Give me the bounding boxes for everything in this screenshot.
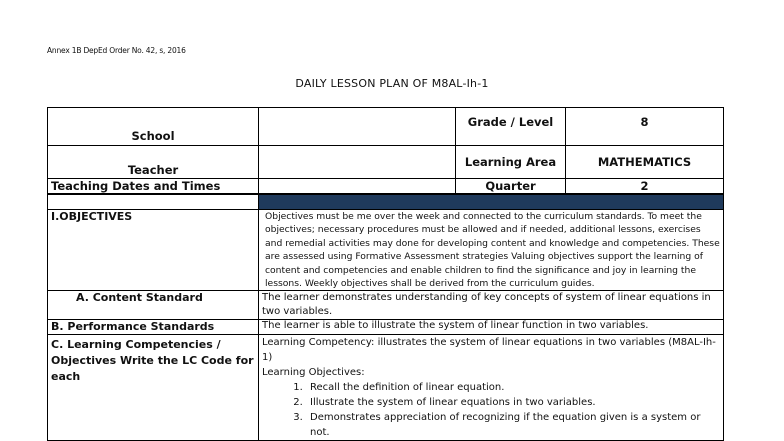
annex-reference: Annex 1B DepEd Order No. 42, s, 2016	[47, 46, 186, 55]
teaching-dates-label: Teaching Dates and Times	[48, 179, 259, 195]
header-row-dates	[48, 179, 724, 195]
content-standard-label: A. Content Standard	[48, 291, 259, 320]
grade-label: Grade / Level	[456, 108, 566, 146]
list-item: 2. Illustrate the system of linear equations in two variables.	[306, 395, 720, 410]
learning-competencies-content	[259, 335, 724, 441]
learning-competency-text: Learning Competency: illustrates the system of linear equations in two variables (M8AL-Ih-1)	[262, 337, 716, 364]
header-row-teacher	[48, 146, 724, 179]
teacher-value	[259, 146, 456, 179]
learning-competencies-row	[48, 335, 724, 441]
objectives-label: I.OBJECTIVES	[48, 210, 259, 291]
content-standard-text: The learner demonstrates understanding of key concepts of system of linear equations in two variables.	[259, 291, 724, 320]
performance-standards-row	[48, 320, 724, 335]
objectives-row	[48, 210, 724, 291]
list-item: 1. Recall the definition of linear equation.	[306, 380, 720, 395]
objectives-text: Objectives must be me over the week and connected to the curriculum standards. To meet the objectives; necessary procedures must be allowed and if needed, additional lessons, exercises and remedial activities may done for developing content and knowledge and competencies. These are assessed using Formative Assessment strategies Valuing objectives support the learning of content and competencies and enable children to find the significance and joy in learning the lessons. Weekly objectives shall be derived from the curriculum guides.	[259, 210, 724, 291]
school-label: School	[48, 108, 259, 146]
header-row-school	[48, 108, 724, 146]
page-title: DAILY LESSON PLAN OF M8AL-Ih-1	[295, 77, 489, 90]
school-value	[259, 108, 456, 146]
lesson-plan-table	[47, 107, 724, 441]
divider-bar	[259, 194, 724, 210]
quarter-label: Quarter	[456, 179, 566, 195]
performance-standards-label: B. Performance Standards	[48, 320, 259, 335]
list-item: 3. Demonstrates appreciation of recognizing if the equation given is a system or not.	[306, 410, 720, 440]
learning-competencies-label: C. Learning Competencies / Objectives Write the LC Code for each	[48, 335, 259, 441]
performance-standards-text: The learner is able to illustrate the system of linear function in two variables.	[259, 320, 724, 335]
lesson-plan-sheet	[47, 107, 723, 441]
divider-blank	[48, 194, 259, 210]
learning-area-value: MATHEMATICS	[566, 146, 724, 179]
teaching-dates-value	[259, 179, 456, 195]
learning-objectives-heading: Learning Objectives:	[262, 367, 365, 379]
content-standard-row	[48, 291, 724, 320]
grade-value: 8	[566, 108, 724, 146]
learning-area-label: Learning Area	[456, 146, 566, 179]
section-divider-row	[48, 194, 724, 210]
teacher-label: Teacher	[48, 146, 259, 179]
learning-objectives-list	[262, 380, 720, 440]
quarter-value: 2	[566, 179, 724, 195]
